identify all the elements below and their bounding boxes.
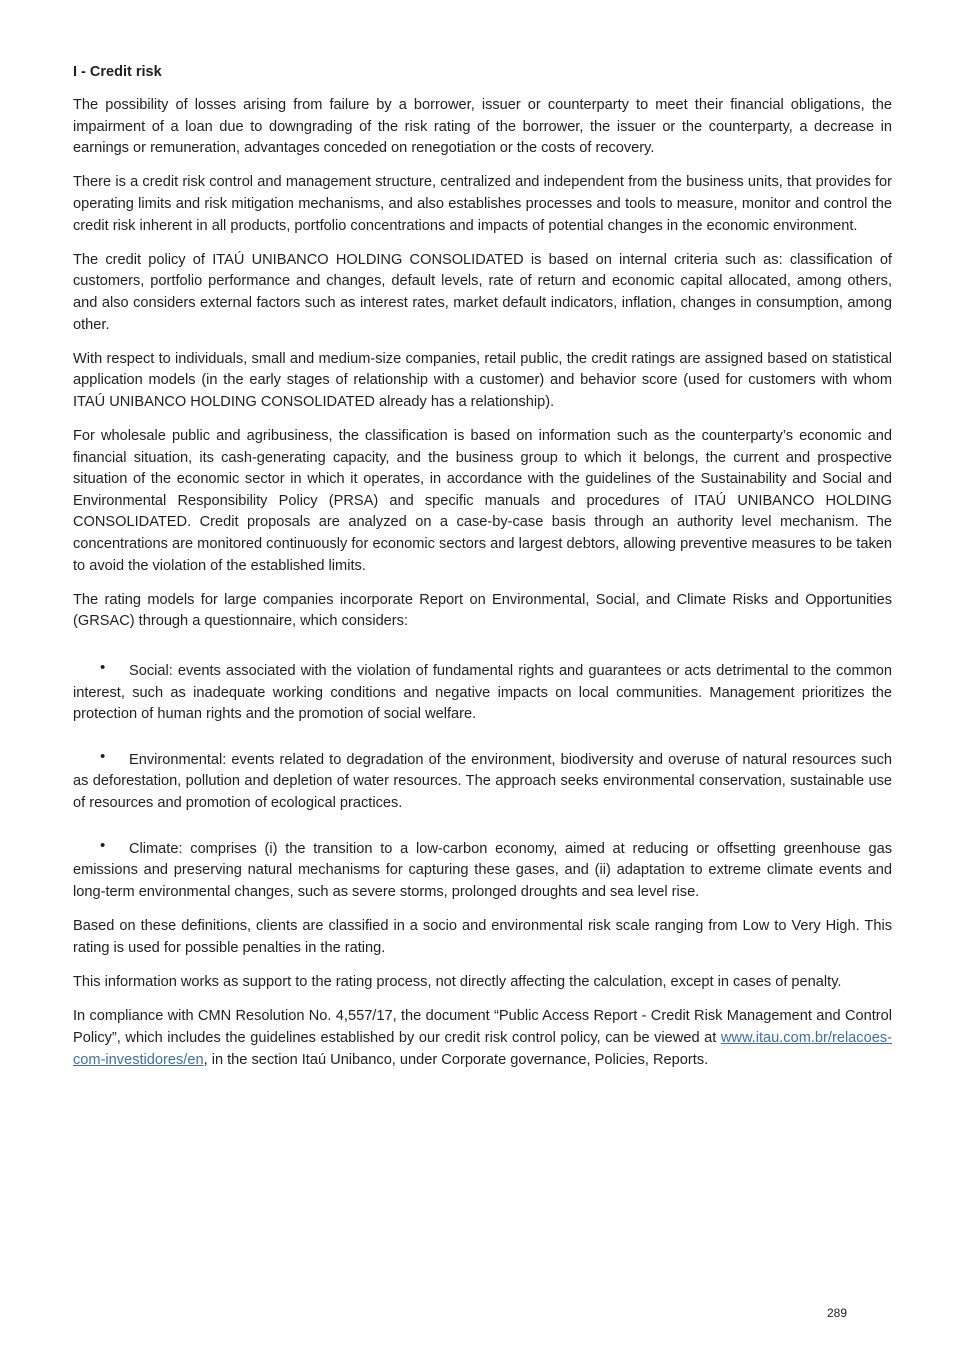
bullet-icon: • — [100, 747, 106, 765]
page-number: 289 — [827, 1306, 848, 1320]
bullet-social-text: Social: events associated with the violation of fundamental rights and guarantees or acts detrimental to the common interest, such as inadequate working conditions and negative impacts on local communities. Management prioritizes the protection of human rights and the promotion of social welfare. — [73, 663, 892, 723]
bullet-climate-text: Climate: comprises (i) the transition to a low-carbon economy, aimed at reducing or offsetting greenhouse gas emissions and preserving natural mechanisms for capturing these gases, and (ii) adaptation to extreme climate events and long-term environmental changes, such as severe storms, prolonged droughts and sea level rise. — [73, 840, 892, 900]
paragraph-risk-scale: Based on these definitions, clients are classified in a socio and environmental risk scale ranging from Low to Very High. This rating is used for possible penalties in the rating. — [73, 918, 892, 956]
compliance-text: In compliance with CMN Resolution No. 4,557/17, the document “Public Access Report - Credit Risk Management and Control Policy”, which includes the guidelines established by our credit risk control policy, can be viewed at — [73, 1008, 892, 1046]
paragraph-credit-risk-definition: The possibility of losses arising from failure by a borrower, issuer or counterparty to meet their financial obligations, the impairment of a loan due to downgrading of the risk rating of the borrower, the issuer or the counterparty, a decrease in earnings or remuneration, advantages conceded on renegotiation or the costs of recovery. — [73, 97, 892, 157]
paragraph-compliance — [73, 1006, 892, 1071]
bullet-environmental — [73, 746, 892, 815]
bullet-icon: • — [100, 659, 106, 677]
paragraph-rating-support: This information works as support to the rating process, not directly affecting the calculation, except in cases of penalty. — [73, 974, 842, 991]
paragraph-rating-models: The rating models for large companies incorporate Report on Environmental, Social, and Climate Risks and Opportunities (GRSAC) through a questionnaire, which considers: — [73, 591, 892, 630]
paragraph-control-structure: There is a credit risk control and management structure, centralized and independent from the business units, that provides for operating limits and risk mitigation mechanisms, and also establishes processes and tools to measure, monitor and control the credit risk inherent in all products, portfolio concentrations and impacts of potential changes in the economic environment. — [73, 174, 892, 234]
bullet-icon: • — [100, 836, 106, 854]
document-page — [73, 62, 892, 1084]
paragraph-individuals-ratings: With respect to individuals, small and medium-size companies, retail public, the credit ratings are assigned based on statistical application models (in the early stages of relationship with a customer) and behavior score (used for customers with whom ITAÚ UNIBANCO HOLDING CONSOLIDATED already has a relationship). — [73, 350, 892, 410]
bullet-social — [73, 657, 892, 726]
bullet-environmental-text: Environmental: events related to degradation of the environment, biodiversity and overuse of natural resources such as deforestation, pollution and depletion of water resources. The approach seeks environmental conservation, sustainable use of resources and promotion of ecological practices. — [73, 751, 892, 811]
paragraph-wholesale-classification: For wholesale public and agribusiness, the classification is based on information such as the counterparty’s economic and financial situation, its cash-generating capacity, and the business group to which it belongs, the current and prospective situation of the economic sector in which it operates, in accordance with the guidelines of the Sustainability and Social and Environmental Responsibility Policy (PRSA) and specific manuals and procedures of ITAÚ UNIBANCO HOLDING CONSOLIDATED. Credit proposals are analyzed on a case-by-case basis through an authority level mechanism. The concentrations are monitored continuously for economic sectors and largest debtors, allowing preventive measures to be taken to avoid the violation of the established limits. — [73, 428, 892, 574]
paragraph-credit-policy: The credit policy of ITAÚ UNIBANCO HOLDING CONSOLIDATED is based on internal criteria such as: classification of customers, portfolio performance and changes, default levels, rate of return and economic capital allocated, among others, and also considers external factors such as interest rates, market default indicators, inflation, changes in consumption, among other. — [73, 251, 892, 333]
compliance-text-end: , in the section Itaú Unibanco, under Corporate governance, Policies, Reports. — [203, 1051, 709, 1068]
bullet-climate — [73, 835, 892, 904]
section-heading: I - Credit risk — [73, 64, 162, 80]
investor-relations-link[interactable]: www.itau.com.br/relacoes-com-investidores/en — [73, 1029, 892, 1068]
